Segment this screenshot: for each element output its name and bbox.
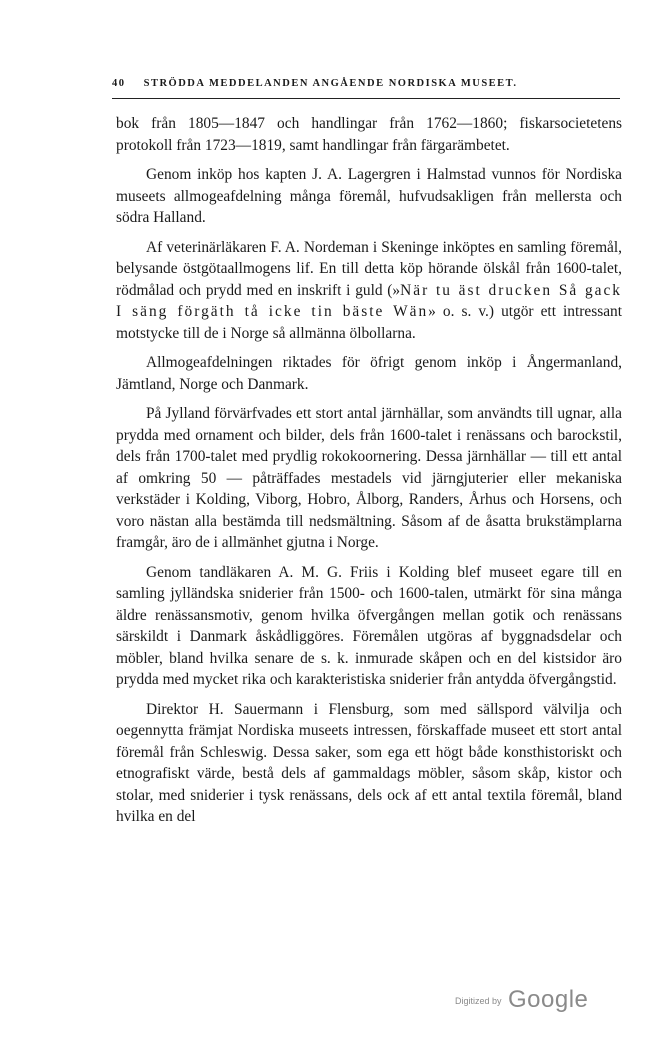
- paragraph-6: Genom tandläkaren A. M. G. Friis i Kolding blef museet egare till en samling jylländska sniderier från 1500- och 1600-talen, utmärkt för sina många äldre renässansmotiv, genom hvilka öfvergången mellan gotik och renässans särskildt i Danmark åskådliggöres. Föremålen utgöras af byggnadsdelar och möbler, bland hvilka senare de s. k. inmurade skåpen och en del kistsidor äro prydda med mycket rika och karakteristiska sniderier från antydda öfvergångstid.: [116, 563, 622, 688]
- header-rule: [112, 98, 620, 99]
- google-logo: Google: [507, 986, 589, 1013]
- paragraph-5: På Jylland förvärfvades ett stort antal järnhällar, som användts till ugnar, alla prydda med ornament och bilder, dels från 1600-talet i renässans och barockstil, dels från 1700-talet med prydlig rokokoornering. Dessa järnhällar — till ett antal af omkring 50 — påträffades mestadels vid järngjuterier eller mekaniska verkstäder i Kolding, Viborg, Hobro, Ålborg, Randers, Århus och Horsens, och voro nästan alla bestämda till nedsmältning. Såsom af de åsatta brukstämplarna framgår, äro de i allmänhet gjutna i Norge.: [116, 405, 622, 551]
- paragraph-3: [116, 237, 622, 345]
- paragraph-3-part-a: Af veterinärläkaren F. A. Nordeman i Skeninge inköptes en samling föremål, belysande östgötaallmogens lif. En till detta köp hörande ölskål från 1600-talet, rödmålad och prydd med en inskrift i guld (»: [116, 238, 622, 299]
- inscription-quote: När tu äst drucken Så gack I säng förgäth tå icke tin bäste Wän: [116, 281, 623, 320]
- running-header: [112, 78, 618, 89]
- body-text: [116, 113, 622, 836]
- paragraph-4: Allmogeafdelningen riktades för öfrigt genom inköp i Ångermanland, Jämtland, Norge och Danmark.: [116, 354, 622, 393]
- paragraph-2: Genom inköp hos kapten J. A. Lagergren i Halmstad vunnos för Nordiska museets allmogeafdelning många föremål, hufvudsakligen från mellersta och södra Halland.: [116, 166, 622, 226]
- paragraph-7: Direktor H. Sauermann i Flensburg, som med sällspord välvilja och oegennytta främjat Nordiska museets intressen, förskaffade museet ett stort antal föremål från Schleswig. Dessa saker, som ega ett högt både konsthistoriskt och etnografiskt värde, bestå dels af gammaldags möbler, såsom skåp, kistor och stolar, med sniderier i tysk renässans, dels ock af ett antal textila föremål, bland hvilka en del: [116, 700, 622, 825]
- paragraph-1: bok från 1805—1847 och handlingar från 1762—1860; fiskarsocietetens protokoll från 1723—1819, samt handlingar från färgarämbetet.: [116, 115, 622, 154]
- page-number: 40: [112, 78, 126, 89]
- digitization-watermark: [455, 986, 635, 1014]
- digitized-by-label: Digitized by: [455, 996, 502, 1006]
- running-title: STRÖDDA MEDDELANDEN ANGÅENDE NORDISKA MUSEET.: [143, 78, 518, 89]
- paragraph-3-part-b: » o. s. v.) utgör ett intressant motstycke till de i Norge så allmänna ölbollarna.: [116, 303, 623, 342]
